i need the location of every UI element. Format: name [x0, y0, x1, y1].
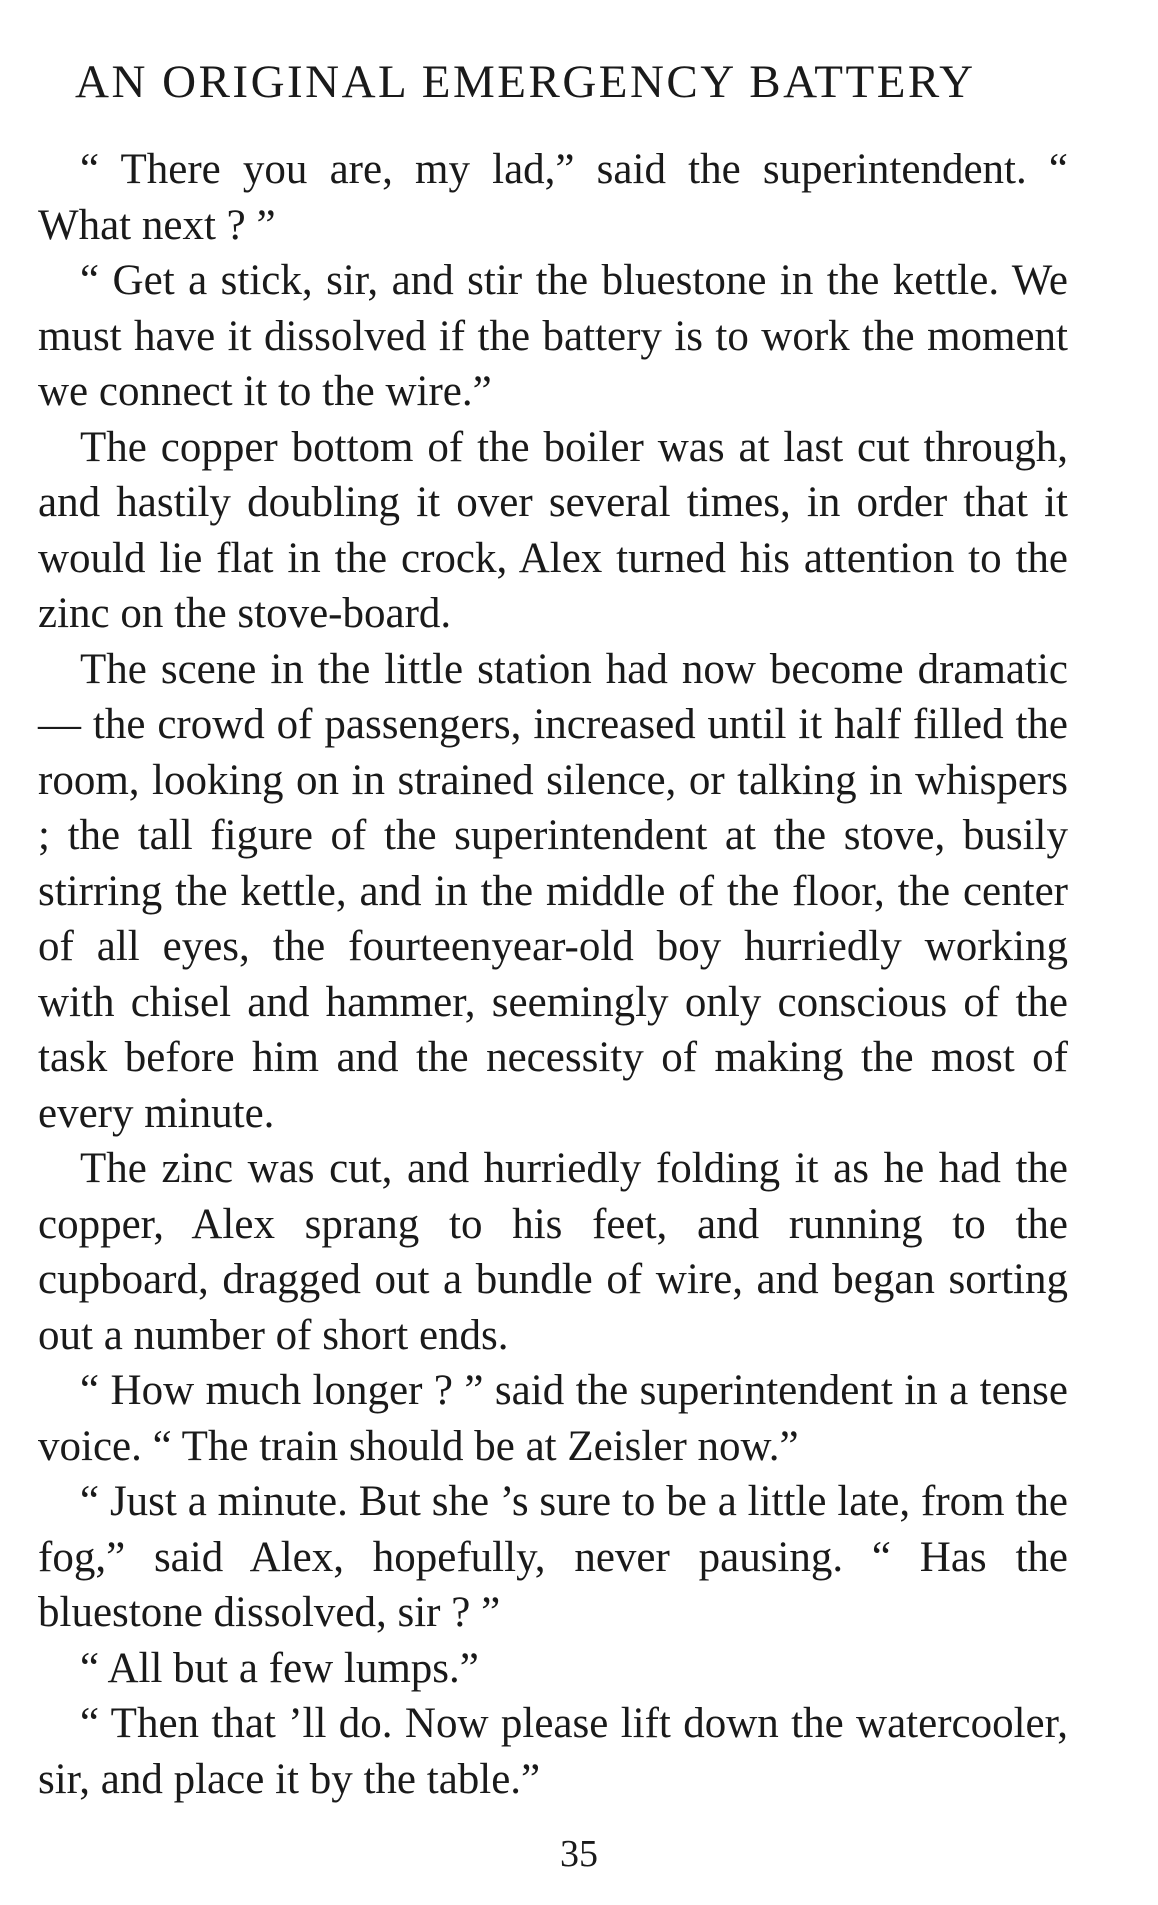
paragraph: “ Just a minute. But she ’s sure to be a little late, from the fog,” said Alex, hopefully, never pausing. “ Has the bluestone dissolved, sir ? ” — [38, 1478, 1068, 1636]
page-number: 35 — [560, 1833, 598, 1875]
paragraph: The scene in the little station had now become dramatic — the crowd of passengers, increased until it half filled the room, looking on in strained silence, or talking in whispers ; the tall figure of the superintendent at the stove, busily stirring the kettle, and in the middle of the floor, the center of all eyes, the fourteenyear-old boy hurriedly working with chisel and hammer, seemingly only conscious of the task before him and the necessity of making the most of every minute. — [38, 645, 1068, 1137]
paragraph: “ There you are, my lad,” said the superintendent. “ What next ? ” — [38, 146, 1068, 249]
paragraph: “ Get a stick, sir, and stir the bluestone in the kettle. We must have it dissolved if the battery is to work the moment we connect it to the wire.” — [38, 257, 1068, 415]
running-header: AN ORIGINAL EMERGENCY BATTERY — [75, 56, 976, 108]
paragraph: “ How much longer ? ” said the superintendent in a tense voice. “ The train should be at Zeisler now.” — [38, 1367, 1068, 1470]
paragraph: “ Then that ’ll do. Now please lift down the watercooler, sir, and place it by the table.” — [38, 1700, 1068, 1803]
paragraph: The copper bottom of the boiler was at last cut through, and hastily doubling it over several times, in order that it would lie flat in the crock, Alex turned his attention to the zinc on the stove-board. — [38, 423, 1068, 637]
paragraph: “ All but a few lumps.” — [80, 1644, 479, 1692]
paragraph: The zinc was cut, and hurriedly folding it as he had the copper, Alex sprang to his feet, and running to the cupboard, dragged out a bundle of wire, and began sorting out a number of short ends. — [38, 1145, 1068, 1359]
body-text — [38, 142, 1068, 1807]
